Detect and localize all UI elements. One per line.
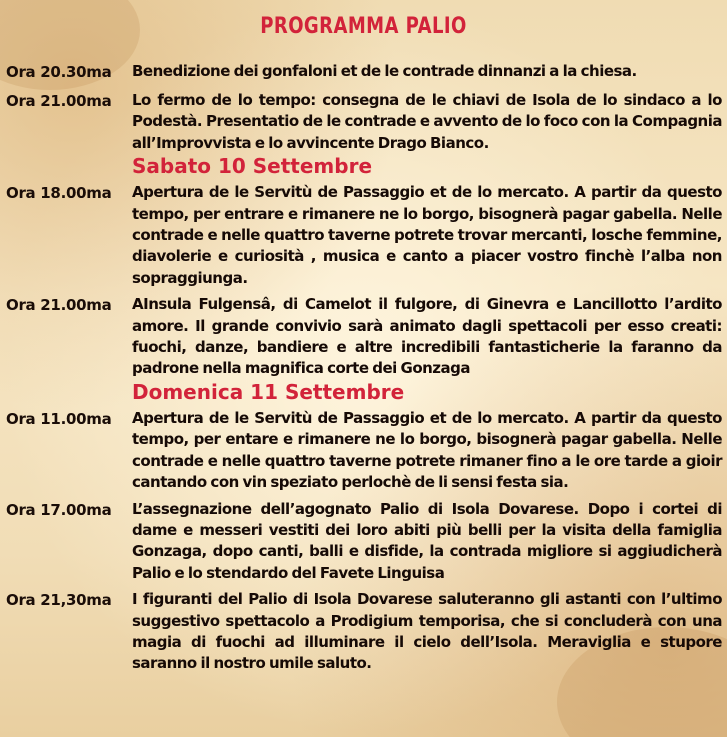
event-time: Ora 21.00ma [6,92,112,110]
event-description: L’assegnazione dell’agognato Palio di Isola Dovarese. Dopo i cortei di dame e messeri vestiti dei loro abiti più belli per la visita della famiglia Gonzaga, dopo canti, balli e disfide, la contrada migliore si aggiudicherà Palio e lo stendardo del Favete Linguisa [132,499,722,582]
event-description: Apertura de le Servitù de Passaggio et de lo mercato. A partir da questo tempo, per entare e rimanere ne lo borgo, bisognerà pagar gabella. Nelle contrade e nelle quattro taverne potrete rimaner fino a le ore tarde a gioir cantando con vin speziato perlochè de li sensi festa sia. [132,408,722,492]
event-description: Lo fermo de lo tempo: consegna de le chiavi de Isola de lo sindaco a lo Podestà. Presentatio de le contrade e avvento de lo foco con la Compagnia all’Improvvista e lo avvincente Drago Bianco. [132,91,722,152]
day-heading-saturday: Sabato 10 Settembre [132,154,373,179]
event-time: Ora 17.00ma [6,500,112,519]
event-time: Ora 21,30ma [6,591,112,610]
page-title: PROGRAMMA PALIO [260,14,467,39]
list-item [6,90,724,154]
event-description: I figuranti del Palio di Isola Dovarese saluteranno gli astanti con l’ultimo suggestivo spettacolo a Prodigium temporisa, che si concluderà con una magia di fuochi ad illuminare il cielo dell’Isola. Meraviglia e stupore saranno il nostro umile saluto. [132,590,722,673]
list-item [6,61,724,83]
event-time: Ora 18.00ma [6,184,112,203]
list-item [6,294,724,380]
program-list [6,61,724,675]
list-item [6,499,724,585]
list-item [6,182,724,289]
event-description: AInsula Fulgensâ, di Camelot il fulgore, di Ginevra e Lancillotto l’ardito amore. Il grande convivio sarà animato dagli spettacoli per esso creati: fuochi, danze, bandiere e altre incredibili fantasticherie la faranno da padrone nella magnifica corte dei Gonzaga [132,295,722,378]
event-time: Ora 20.30ma [6,63,112,81]
event-description: Benedizione dei gonfaloni et de le contrade dinnanzi a la chiesa. [132,62,637,80]
event-time: Ora 11.00ma [6,409,112,428]
day-heading-sunday: Domenica 11 Settembre [132,379,405,404]
list-item [6,589,724,675]
event-time: Ora 21.00ma [6,296,112,315]
list-item [6,408,724,494]
event-description: Apertura de le Servitù de Passaggio et de lo mercato. A partir da questo tempo, per entrare e rimanere ne lo borgo, bisognerà pagar gabella. Nelle contrade e nelle quattro taverne potrete trovar mercanti, losche femmine, diavolerie e curiosità , musica e canto a piacer vostro finchè l’alba non sopraggiunga. [132,183,722,287]
